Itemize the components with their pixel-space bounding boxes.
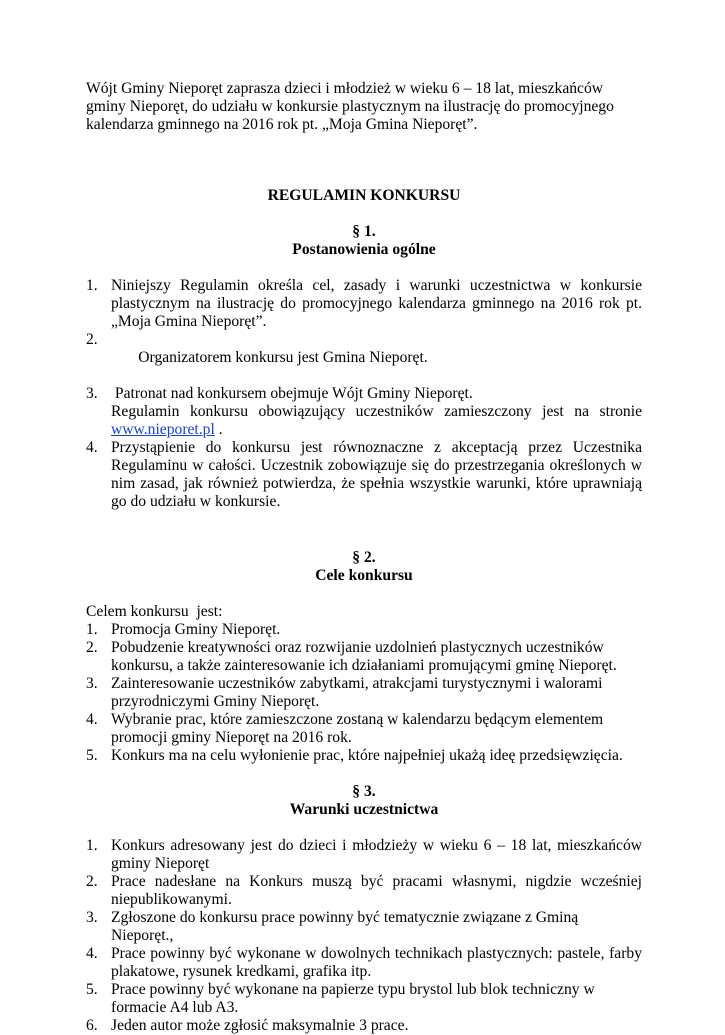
section-3-heading: Warunki uczestnictwa [289, 801, 439, 818]
link-suffix: . [214, 421, 223, 438]
list-item-text: Prace powinny być wykonane w dowolnych technikach plastycznych: pastele, farby plakatowe, rysunek kredkami, grafika itp. [111, 945, 642, 980]
intro-paragraph: Wójt Gminy Nieporęt zaprasza dzieci i młodzież w wieku 6 – 18 lat, mieszkańców gminy Nieporęt, do udziału w konkursie plastycznym na ilustrację do promocyjnego kalendarza gminnego na 2016 rok pt. „Moja Gmina Nieporęt”. [86, 80, 614, 133]
list-item [86, 277, 642, 331]
list-item [86, 747, 642, 765]
list-item-number: 6. [86, 1017, 98, 1034]
section-2-list [86, 621, 642, 765]
list-item-number: 4. [86, 711, 98, 728]
section-3-list [86, 837, 642, 1035]
list-item-text: Organizatorem konkursu jest Gmina Nieporęt. [134, 349, 428, 366]
list-item [86, 1017, 642, 1035]
list-item [86, 439, 642, 511]
list-item-number: 3. [86, 675, 98, 692]
list-item-number: 4. [86, 945, 98, 962]
list-item-number: 4. [86, 439, 98, 456]
list-item [86, 909, 642, 945]
list-item-text: Promocja Gminy Nieporęt. [111, 621, 281, 638]
list-item [86, 837, 642, 873]
list-item [86, 711, 642, 747]
list-item-text: Jeden autor może zgłosić maksymalnie 3 prace. [111, 1017, 409, 1034]
section-3-number: § 3. [352, 783, 376, 800]
section-2-number: § 2. [352, 549, 376, 566]
list-item-number: 2. [86, 639, 98, 656]
list-item-text: Prace powinny być wykonane na papierze typu brystol lub blok techniczny w formacie A4 lub A3. [111, 981, 595, 1016]
list-item [86, 639, 642, 675]
list-item-number: 5. [86, 747, 98, 764]
list-item-text: Konkurs adresowany jest do dzieci i młodzieży w wieku 6 – 18 lat, mieszkańców gminy Nieporęt [111, 837, 642, 872]
list-item-text: Konkurs ma na celu wyłonienie prac, które najpełniej ukażą ideę przedsięwzięcia. [111, 747, 623, 764]
section-1-heading: Postanowienia ogólne [292, 241, 436, 258]
document-page [86, 80, 642, 1035]
list-item-text: Zainteresowanie uczestników zabytkami, atrakcjami turystycznymi i walorami przyrodniczymi Gminy Nieporęt. [111, 675, 603, 710]
list-item-text: Patronat nad konkursem obejmuje Wójt Gminy Nieporęt. [111, 385, 473, 402]
section-2-lead: Celem konkursu jest: [86, 603, 223, 620]
section-1-number: § 1. [352, 223, 376, 240]
list-item-text: Wybranie prac, które zamieszczone zostaną w kalendarzu będącym elementem promocji gminy Nieporęt na 2016 rok. [111, 711, 604, 746]
list-item [86, 331, 642, 385]
list-item-extra-text: Regulamin konkursu obowiązujący uczestników zamieszczony jest na stronie [111, 403, 642, 420]
section-2-heading: Cele konkursu [315, 567, 413, 584]
list-item [86, 385, 642, 439]
list-item-number: 5. [86, 981, 98, 998]
list-item-text: Niniejszy Regulamin określa cel, zasady i warunki uczestnictwa w konkursie plastycznym na ilustrację do promocyjnego kalendarza gminnego na 2016 rok pt. „Moja Gmina Nieporęt”. [111, 277, 642, 330]
list-item-text: Zgłoszone do konkursu prace powinny być tematycznie związane z Gminą Nieporęt., [111, 909, 579, 944]
list-item [86, 981, 642, 1017]
list-item-text: Pobudzenie kreatywności oraz rozwijanie uzdolnień plastycznych uczestników konkursu, a także zainteresowanie ich działaniami promującymi gminę Nieporęt. [111, 639, 617, 674]
list-item-number: 2. [86, 873, 98, 890]
list-item [86, 873, 642, 909]
list-item-text: Prace nadesłane na Konkurs muszą być pracami własnymi, nigdzie wcześniej niepublikowanymi. [111, 873, 642, 908]
list-item-number: 1. [86, 837, 98, 854]
list-item-number: 1. [86, 277, 98, 294]
section-1-list [86, 277, 642, 511]
list-item-number: 3. [86, 385, 98, 402]
list-item [86, 945, 642, 981]
document-title: REGULAMIN KONKURSU [267, 187, 461, 204]
list-item-text: Przystąpienie do konkursu jest równoznaczne z akceptacją przez Uczestnika Regulaminu w całości. Uczestnik zobowiązuje się do przestrzegania określonych w nim zasad, jak również potwierdza, że spełnia wszystkie warunki, które uprawniają go do udziału w konkursie. [111, 439, 642, 510]
website-link[interactable]: www.nieporet.pl [111, 421, 215, 438]
list-item [86, 675, 642, 711]
list-item-number: 2. [86, 331, 98, 348]
list-item-number: 1. [86, 621, 98, 638]
list-item [86, 621, 642, 639]
list-item-number: 3. [86, 909, 98, 926]
